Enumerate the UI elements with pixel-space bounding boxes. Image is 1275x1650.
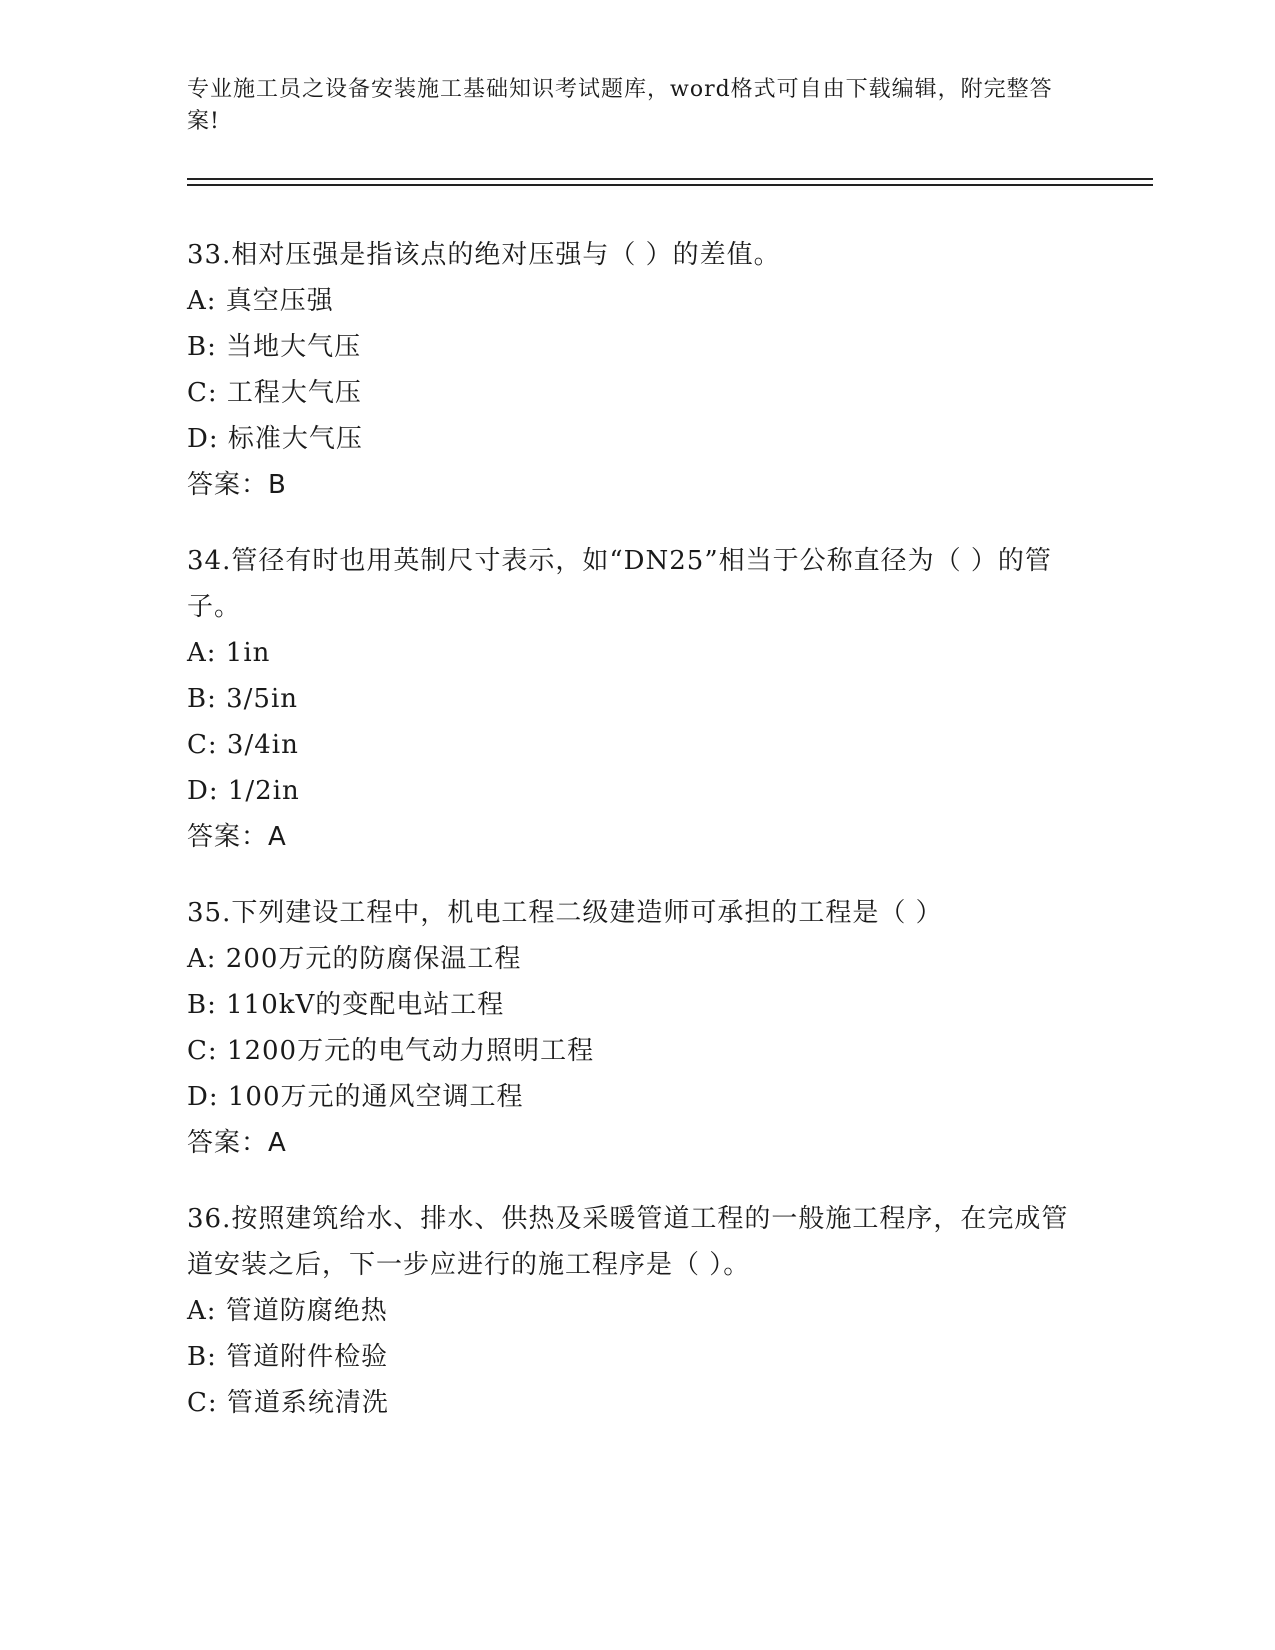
question-text: 34.管径有时也用英制尺寸表示，如“DN25”相当于公称直径为（ ）的管子。 [187, 546, 1052, 622]
option-c: C: 1200万元的电气动力照明工程 [187, 1036, 595, 1066]
question-34 [187, 538, 1087, 860]
option-b: B: 3/5in [187, 684, 299, 714]
option-a: A: 真空压强 [187, 286, 334, 316]
answer-label: 答案：B [187, 470, 287, 500]
answer-label: 答案：A [187, 822, 287, 852]
question-list [187, 232, 1087, 1456]
question-33 [187, 232, 1087, 508]
question-text: 35.下列建设工程中，机电工程二级建造师可承担的工程是（ ） [187, 898, 943, 928]
option-c: C: 管道系统清洗 [187, 1388, 389, 1418]
document-header: 专业施工员之设备安装施工基础知识考试题库，word格式可自由下载编辑，附完整答案! [187, 77, 1053, 134]
option-a: A: 管道防腐绝热 [187, 1296, 388, 1326]
option-b: B: 管道附件检验 [187, 1342, 389, 1372]
option-d: D: 100万元的通风空调工程 [187, 1082, 524, 1112]
option-c: C: 工程大气压 [187, 378, 362, 408]
question-36 [187, 1196, 1087, 1426]
option-d: D: 标准大气压 [187, 424, 363, 454]
option-a: A: 1in [187, 638, 271, 668]
option-d: D: 1/2in [187, 776, 300, 806]
question-text: 36.按照建筑给水、排水、供热及采暖管道工程的一般施工程序，在完成管道安装之后，下一步应进行的施工程序是（ ）。 [187, 1204, 1069, 1280]
header-divider-bottom [187, 184, 1153, 186]
question-35 [187, 890, 1087, 1166]
option-b: B: 当地大气压 [187, 332, 362, 362]
question-text: 33.相对压强是指该点的绝对压强与（ ）的差值。 [187, 240, 781, 270]
option-b: B: 110kV的变配电站工程 [187, 990, 505, 1020]
option-c: C: 3/4in [187, 730, 299, 760]
option-a: A: 200万元的防腐保温工程 [187, 944, 522, 974]
answer-label: 答案：A [187, 1128, 287, 1158]
header-divider-top [187, 178, 1153, 180]
